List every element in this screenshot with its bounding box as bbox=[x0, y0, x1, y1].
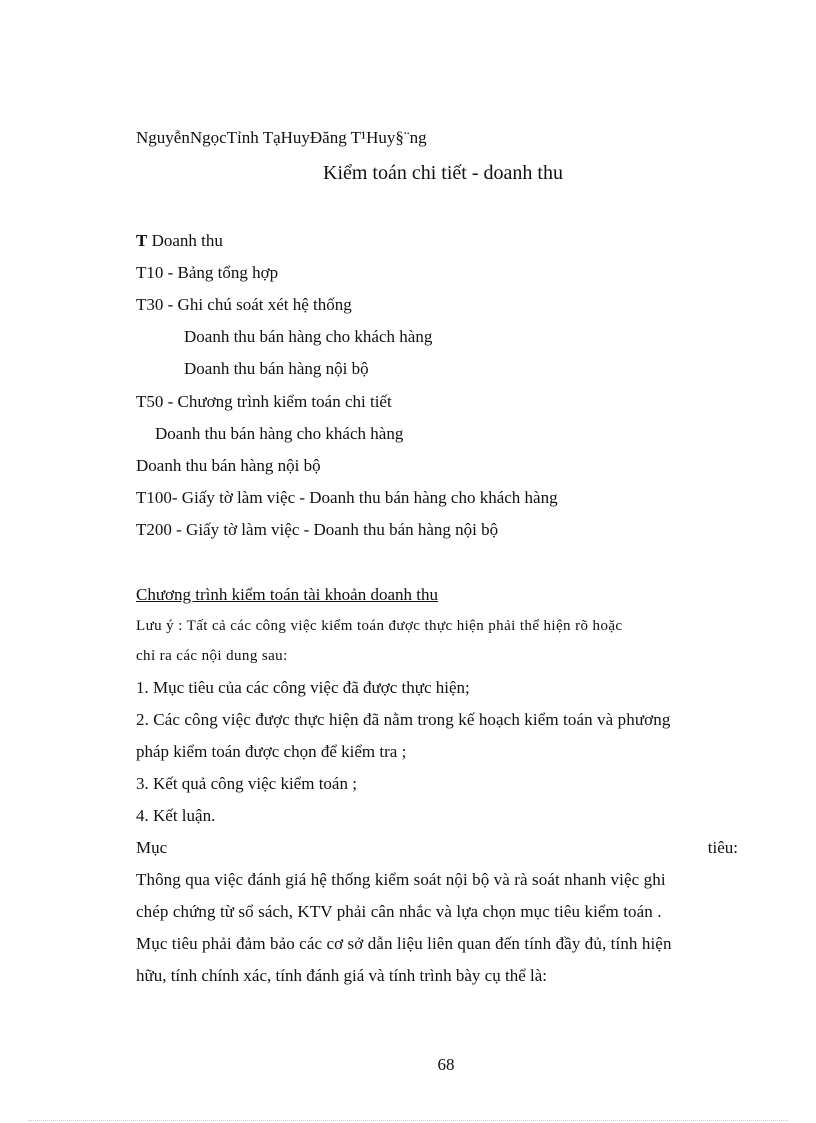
note-line-1: Lưu ý : Tất cả các công việc kiểm toán được thực hiện phải thể hiện rõ hoặc bbox=[136, 618, 623, 634]
author-header: NguyễnNgọcTỉnh TạHuyĐăng T¹Huy§¨ng bbox=[136, 128, 427, 147]
index-item-t200: T200 - Giấy tờ làm việc - Doanh thu bán hàng nội bộ bbox=[136, 520, 499, 539]
objective-label-line bbox=[136, 838, 738, 858]
index-subitem-t50-b: Doanh thu bán hàng nội bộ bbox=[136, 456, 321, 475]
note-line-2: chỉ ra các nội dung sau: bbox=[136, 648, 288, 664]
section-heading: Chương trình kiểm toán tài khoản doanh thu bbox=[136, 585, 438, 604]
index-item-t100: T100- Giấy tờ làm việc - Doanh thu bán hàng cho khách hàng bbox=[136, 488, 558, 507]
page-number: 68 bbox=[437, 1055, 455, 1074]
objective-label-left: Mục bbox=[136, 838, 168, 857]
paragraph-line-2: chép chứng từ sổ sách, KTV phải cân nhắc và lựa chọn mục tiêu kiểm toán . bbox=[136, 902, 662, 921]
index-item-t bbox=[136, 231, 223, 251]
index-item-t50: T50 - Chương trình kiểm toán chi tiết bbox=[136, 392, 392, 411]
list-item-3: 3. Kết quả công việc kiểm toán ; bbox=[136, 774, 357, 793]
footer-divider bbox=[28, 1120, 788, 1121]
list-item-2-line-2: pháp kiểm toán được chọn để kiểm tra ; bbox=[136, 742, 407, 761]
page-title: Kiểm toán chi tiết - doanh thu bbox=[323, 162, 563, 184]
list-item-4: 4. Kết luận. bbox=[136, 806, 216, 825]
index-subitem-t30-b: Doanh thu bán hàng nội bộ bbox=[184, 359, 369, 378]
index-item-t30: T30 - Ghi chú soát xét hệ thống bbox=[136, 295, 352, 314]
list-item-2-line-1: 2. Các công việc được thực hiện đã nằm trong kế hoạch kiểm toán và phương bbox=[136, 710, 671, 729]
paragraph-line-3: Mục tiêu phải đảm bảo các cơ sở dẫn liệu liên quan đến tính đầy đủ, tính hiện bbox=[136, 934, 672, 953]
list-item-1: 1. Mục tiêu của các công việc đã được thực hiện; bbox=[136, 678, 470, 697]
paragraph-line-4: hữu, tính chính xác, tính đánh giá và tính trình bày cụ thể là: bbox=[136, 966, 547, 985]
index-subitem-t50-a: Doanh thu bán hàng cho khách hàng bbox=[155, 424, 404, 443]
index-item-t-label: Doanh thu bbox=[147, 231, 223, 250]
index-subitem-t30-a: Doanh thu bán hàng cho khách hàng bbox=[184, 327, 433, 346]
paragraph-line-1: Thông qua việc đánh giá hệ thống kiểm soát nội bộ và rà soát nhanh việc ghi bbox=[136, 870, 666, 889]
objective-label-right: tiêu: bbox=[707, 838, 738, 857]
index-item-t-code: T bbox=[136, 231, 148, 250]
index-item-t10: T10 - Bảng tổng hợp bbox=[136, 263, 279, 282]
